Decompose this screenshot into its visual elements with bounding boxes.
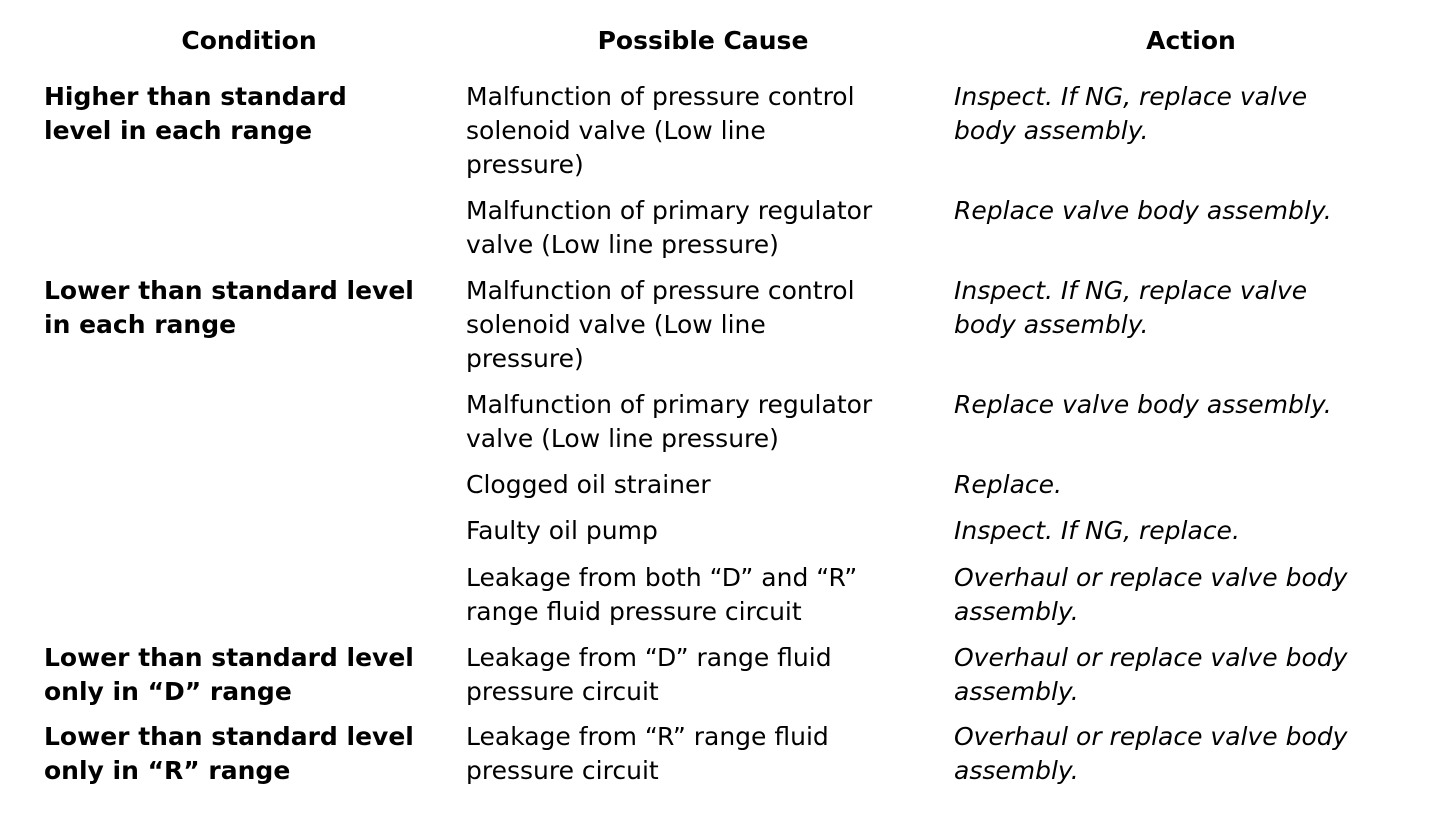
cause-line: Clogged oil strainer bbox=[466, 470, 711, 499]
action-line: assembly. bbox=[954, 677, 1079, 706]
cause-line: Faulty oil pump bbox=[466, 516, 658, 545]
cause-line: Malfunction of pressure control bbox=[466, 276, 855, 305]
cause-line: range fluid pressure circuit bbox=[466, 597, 802, 626]
action-line: assembly. bbox=[954, 756, 1079, 785]
row-2-cause bbox=[466, 194, 872, 262]
row-1-condition bbox=[44, 80, 347, 148]
row-7-action bbox=[954, 561, 1347, 629]
cause-line: Leakage from “R” range fluid bbox=[466, 722, 829, 751]
condition-line: in each range bbox=[44, 310, 237, 339]
cause-line: pressure circuit bbox=[466, 677, 659, 706]
row-1-cause bbox=[466, 80, 855, 182]
action-line: Overhaul or replace valve body bbox=[954, 563, 1348, 592]
cause-line: Leakage from both “D” and “R” bbox=[466, 563, 858, 592]
action-line: Replace valve body assembly. bbox=[954, 196, 1332, 225]
row-3-action bbox=[954, 274, 1307, 342]
row-8-cause bbox=[466, 641, 832, 709]
action-line: Inspect. If NG, replace. bbox=[954, 516, 1240, 545]
action-line: Replace valve body assembly. bbox=[954, 390, 1332, 419]
row-4-action bbox=[954, 388, 1332, 422]
condition-line: only in “R” range bbox=[44, 756, 291, 785]
row-7-cause bbox=[466, 561, 857, 629]
row-5-cause bbox=[466, 468, 711, 502]
cause-line: Malfunction of primary regulator bbox=[466, 196, 873, 225]
action-line: Replace. bbox=[954, 470, 1062, 499]
header-condition: Condition bbox=[181, 26, 317, 55]
row-9-cause bbox=[466, 720, 829, 788]
cause-line: Malfunction of pressure control bbox=[466, 82, 855, 111]
cause-line: Leakage from “D” range fluid bbox=[466, 643, 832, 672]
row-1-action bbox=[954, 80, 1307, 148]
cause-line: pressure) bbox=[466, 150, 584, 179]
cause-line: pressure) bbox=[466, 344, 584, 373]
row-6-cause bbox=[466, 514, 658, 548]
cause-line: valve (Low line pressure) bbox=[466, 230, 779, 259]
row-3-condition bbox=[44, 274, 414, 342]
action-line: body assembly. bbox=[954, 116, 1149, 145]
action-line: Overhaul or replace valve body bbox=[954, 722, 1348, 751]
row-6-action bbox=[954, 514, 1240, 548]
cause-line: solenoid valve (Low line bbox=[466, 116, 766, 145]
cause-line: pressure circuit bbox=[466, 756, 659, 785]
row-2-action bbox=[954, 194, 1332, 228]
condition-line: Higher than standard bbox=[44, 82, 347, 111]
action-line: Inspect. If NG, replace valve bbox=[954, 276, 1308, 305]
condition-line: Lower than standard level bbox=[44, 276, 414, 305]
row-3-cause bbox=[466, 274, 855, 376]
header-possible-cause: Possible Cause bbox=[597, 26, 809, 55]
condition-line: Lower than standard level bbox=[44, 643, 414, 672]
cause-line: Malfunction of primary regulator bbox=[466, 390, 873, 419]
cause-line: solenoid valve (Low line bbox=[466, 310, 766, 339]
row-8-action bbox=[954, 641, 1347, 709]
condition-line: only in “D” range bbox=[44, 677, 292, 706]
header-action: Action bbox=[1146, 26, 1236, 55]
condition-line: level in each range bbox=[44, 116, 313, 145]
condition-line: Lower than standard level bbox=[44, 722, 414, 751]
row-5-action bbox=[954, 468, 1062, 502]
row-4-cause bbox=[466, 388, 872, 456]
cause-line: valve (Low line pressure) bbox=[466, 424, 779, 453]
action-line: assembly. bbox=[954, 597, 1079, 626]
row-8-condition bbox=[44, 641, 414, 709]
action-line: Overhaul or replace valve body bbox=[954, 643, 1348, 672]
action-line: body assembly. bbox=[954, 310, 1149, 339]
row-9-condition bbox=[44, 720, 414, 788]
action-line: Inspect. If NG, replace valve bbox=[954, 82, 1308, 111]
row-9-action bbox=[954, 720, 1347, 788]
